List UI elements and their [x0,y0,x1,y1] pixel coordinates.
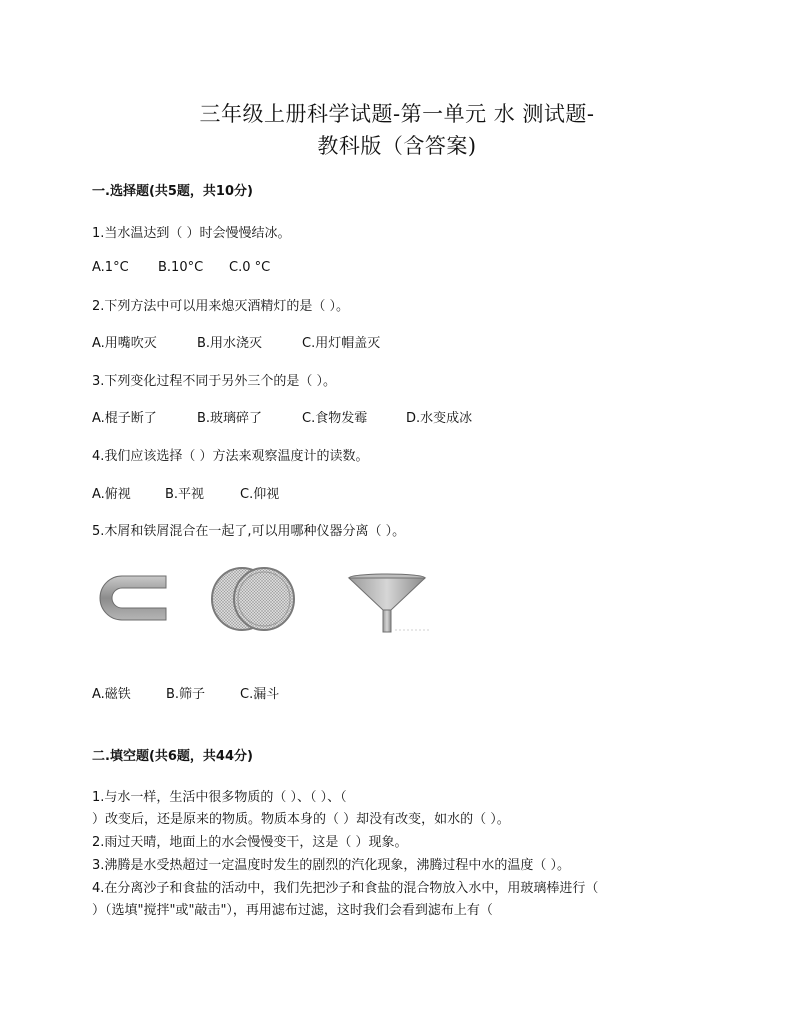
q3-option-c: C.食物发霉 [302,411,368,426]
question-2: 2.下列方法中可以用来熄灭酒精灯的是（ ）。 [92,299,350,314]
q1-option-b: B.10°C [158,260,204,275]
q2-option-c: C.用灯帽盖灭 [302,336,381,351]
magnet-icon [96,572,168,624]
q4-option-c: C.仰视 [240,487,280,502]
fill-line-2: ）改变后，还是原来的物质。物质本身的（ ）却没有改变，如水的（ ）。 [92,812,510,827]
q1-option-c: C.0 °C [229,260,271,275]
page-title-line2: 教科版（含答案) [317,134,477,158]
fill-line-1: 1.与水一样，生活中很多物质的（ ）、（ ）、（ [92,790,347,805]
section1-heading: 一.选择题(共5题，共10分) [92,184,253,199]
fill-line-6: ）（选填"搅拌"或"敲击"），再用滤布过滤，这时我们会看到滤布上有（ [92,903,493,918]
question-3: 3.下列变化过程不同于另外三个的是（ ）。 [92,374,337,389]
fill-line-3: 2.雨过天晴，地面上的水会慢慢变干，这是（ ）现象。 [92,835,408,850]
page-title-line1: 三年级上册科学试题-第一单元 水 测试题- [199,102,595,126]
q2-option-b: B.用水浇灭 [197,336,263,351]
q5-option-b: B.筛子 [166,687,206,702]
q5-option-c: C.漏斗 [240,687,280,702]
funnel-icon [345,572,435,642]
q3-option-a: A.棍子断了 [92,411,157,426]
q3-option-d: D.水变成冰 [406,411,473,426]
q3-option-b: B.玻璃碎了 [197,411,263,426]
fill-line-5: 4.在分离沙子和食盐的活动中，我们先把沙子和食盐的混合物放入水中，用玻璃棒进行（ [92,881,599,896]
sieve-icon [208,566,298,632]
q5-option-a: A.磁铁 [92,687,131,702]
fill-line-4: 3.沸腾是水受热超过一定温度时发生的剧烈的汽化现象，沸腾过程中水的温度（ ）。 [92,858,571,873]
section2-heading: 二.填空题(共6题，共44分) [92,749,253,764]
question-4: 4.我们应该选择（ ）方法来观察温度计的读数。 [92,449,369,464]
q4-option-a: A.俯视 [92,487,131,502]
q4-option-b: B.平视 [165,487,205,502]
q1-option-a: A.1°C [92,260,129,275]
question-5: 5.木屑和铁屑混合在一起了,可以用哪种仪器分离（ ）。 [92,524,406,539]
q2-option-a: A.用嘴吹灭 [92,336,157,351]
question-1: 1.当水温达到（ ）时会慢慢结冰。 [92,226,291,241]
